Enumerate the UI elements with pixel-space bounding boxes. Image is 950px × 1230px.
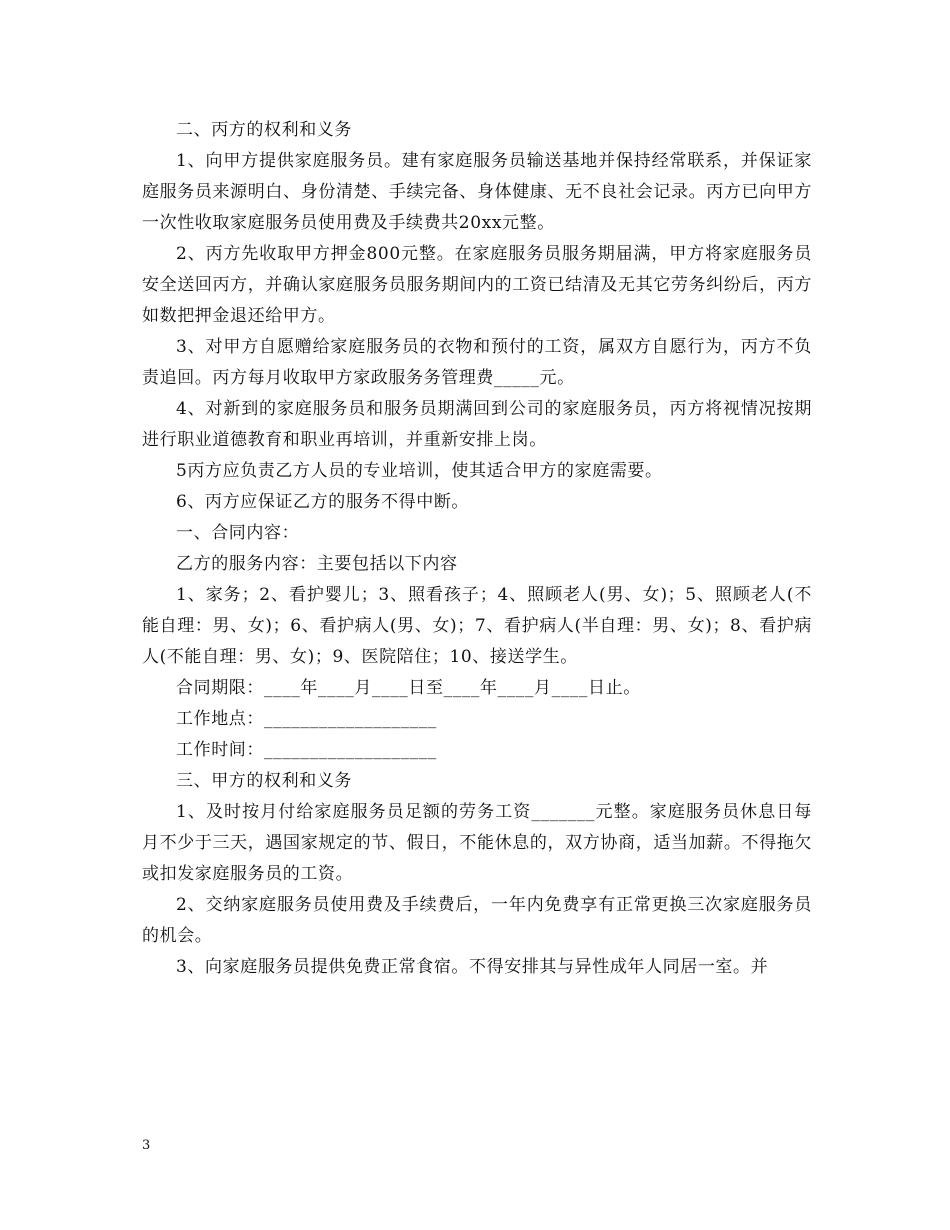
document-body [142,115,812,983]
paragraph: 5丙方应负责乙方人员的专业培训，使其适合甲方的家庭需要。 [176,461,663,481]
paragraph: 2、丙方先收取甲方押金800元整。在家庭服务员服务期届满，甲方将家庭服务员安全送回丙方，并确认家庭服务员服务期间内的工资已结清及无其它劳务纠纷后，丙方如数把押金退还给甲方。 [142,244,812,326]
paragraph: 3、对甲方自愿赠给家庭服务员的衣物和预付的工资，属双方自愿行为，丙方不负责追回。丙方每月收取甲方家政服务务管理费_____元。 [142,337,812,388]
section-heading-contract-content: 一、合同内容： [176,523,300,543]
contract-period-line: 合同期限：____年____月____日至____年____月____日止。 [176,678,641,698]
paragraph: 4、对新到的家庭服务员和服务员期满回到公司的家庭服务员，丙方将视情况按期进行职业道德教育和职业再培训，并重新安排上岗。 [142,399,812,450]
paragraph: 乙方的服务内容：主要包括以下内容 [176,554,458,574]
paragraph: 1、家务；2、看护婴儿；3、照看孩子；4、照顾老人(男、女)；5、照顾老人(不能自理：男、女)；6、看护病人(男、女)；7、看护病人(半自理：男、女)；8、看护病人(不能自理：男、女)；9、医院陪住；10、接送学生。 [142,585,812,667]
paragraph: 1、及时按月付给家庭服务员足额的劳务工资_______元整。家庭服务员休息日每月不少于三天，遇国家规定的节、假日，不能休息的，双方协商，适当加薪。不得拖欠或扣发家庭服务员的工资。 [142,802,812,884]
section-heading-party-a: 三、甲方的权利和义务 [176,771,352,791]
paragraph: 6、丙方应保证乙方的服务不得中断。 [176,492,470,512]
paragraph: 2、交纳家庭服务员使用费及手续费后，一年内免费享有正常更换三次家庭服务员的机会。 [142,895,812,946]
page-number: 3 [142,1138,151,1153]
work-location-line: 工作地点：___________________ [176,709,437,729]
section-heading-party-c: 二、丙方的权利和义务 [176,120,352,140]
paragraph: 1、向甲方提供家庭服务员。建有家庭服务员输送基地并保持经常联系，并保证家庭服务员来源明白、身份清楚、手续完备、身体健康、无不良社会记录。丙方已向甲方一次性收取家庭服务员使用费及手续费共20xx元整。 [142,151,812,233]
paragraph: 3、向家庭服务员提供免费正常食宿。不得安排其与异性成年人同居一室。并 [176,957,769,977]
work-time-line: 工作时间：___________________ [176,740,437,760]
